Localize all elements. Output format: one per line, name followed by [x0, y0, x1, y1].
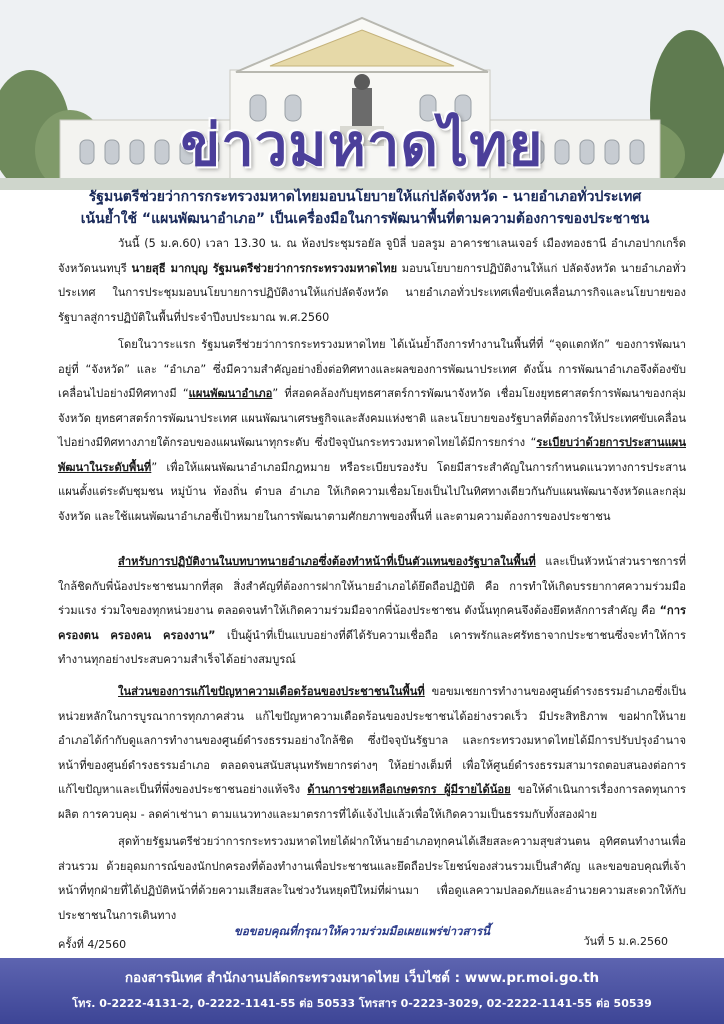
p2-text-a: โดยในวาระแรก รัฐมนตรีช่วยว่าการกระทรวงมหาดไทย ได้เน้นย้ำถึงการทำงานในพื้นที่ที่ “จุดแตกหัก” ของการพัฒนาอยู่ที่ “จังหวัด” และ “อำเภอ” ซึ่งมีความสำคัญอย่างยิ่งต่อทิศทางและผลของการพัฒนาประเทศ ดังนั้น การพัฒนาอำเภอจึงต้องขับเคลื่อนไปอย่างมีทิศทางมี “: [58, 338, 686, 400]
header-banner: [0, 0, 724, 190]
p3-heading: สำหรับการปฏิบัติงานในบทบาทนายอำเภอซึ่งต้องทำหน้าที่เป็นตัวแทนของรัฐบาลในพื้นที่: [118, 555, 536, 568]
paragraph-4: [58, 680, 686, 827]
p2-text-c: ” ที่สอดคล้องกับยุทธศาสตร์การพัฒนาจังหวัด เชื่อมโยงยุทธศาสตร์การพัฒนาของกลุ่มจังหวัด ยุทธศาสตร์การพัฒนาประเทศ แผนพัฒนาเศรษฐกิจและสังคมแห่งชาติ และนโยบายของรัฐบาลที่ต้องการให้ประเทศขับเคลื่อนไปอย่างมีทิศทางภายใต้กรอบของแผนพัฒนาทุกระดับ ซึ่งปัจจุบันกระทรวงมหาดไทยได้มีการยกร่าง “: [58, 387, 686, 449]
headline-line-1: รัฐมนตรีช่วยว่าการกระทรวงมหาดไทยมอบนโยบายให้แก่ปลัดจังหวัด - นายอำเภอทั่วประเทศ: [88, 189, 642, 205]
paragraph-3: [58, 550, 686, 673]
p4-heading: ในส่วนของการแก้ไขปัญหาความเดือดร้อนของประชาชนในพื้นที่: [118, 685, 425, 698]
p3-principle: “การครองตน ครองคน ครองงาน”: [58, 604, 686, 642]
paragraph-2: [58, 333, 686, 529]
p4-farmers: ด้านการช่วยเหลือเกษตรกร ผู้มีรายได้น้อย: [307, 783, 511, 796]
footer-office-website: กองสารนิเทศ สำนักงานปลัดกระทรวงมหาดไทย เว็บไซต์ : www.pr.moi.go.th: [124, 970, 600, 986]
p1-text-c: มอบนโยบายการปฏิบัติงานให้แก่ ปลัดจังหวัด นายอำเภอทั่วประเทศ ในการประชุมมอบนโยบายการปฏิบัติงานให้แก่ปลัดจังหวัด นายอำเภอทั่วประเทศเพื่อขับเคลื่อนภารกิจและนโยบายของรัฐบาลสู่การปฏิบัติในพื้นที่ประจำปีงบประมาณ พ.ศ.2560: [58, 261, 686, 324]
p3-text-d: เป็นผู้นำที่เป็นแบบอย่างที่ดีได้รับความเชื่อถือ เคารพรักและศรัทธาจากประชาชนซึ่งจะทำให้การทำงานทุกอย่างประสบความสำเร็จได้อย่างสมบูรณ์: [58, 628, 686, 666]
p1-text-a: วันนี้ (5 ม.ค.60) เวลา 13.30 น. ณ ห้องประชุมรอยัล จูบิลี่ บอลรูม อาคารชาเลนเจอร์ เมืองทองธานี อำเภอปากเกร็ด จังหวัดนนทบุรี: [58, 237, 686, 275]
paragraph-1: [58, 232, 686, 330]
p2-text-e: ” เพื่อให้แผนพัฒนาอำเภอมีกฎหมาย หรือระเบียบรองรับ โดยมีสาระสำคัญในการกำหนดแนวทางการประสานแผนตั้งแต่ระดับชุมชน หมู่บ้าน ท้องถิ่น ตำบล อำเภอ ให้เกิดความเชื่อมโยงเป็นไปในทิศทางเดียวกันกับแผนพัฒนาจังหวัดและกลุ่มจังหวัด และใช้แผนพัฒนาอำเภอชี้เป้าหมายในการพัฒนาตามศักยภาพของพื้นที่ และตามความต้องการของประชาชน: [58, 460, 686, 523]
issue-number: ครั้งที่ 4/2560: [58, 938, 127, 951]
footer-bar: [0, 958, 724, 1024]
p4-text-b: ขอขมเชยการทำงานของศูนย์ดำรงธรรมอำเภอซึ่งเป็นหน่วยหลักในการบูรณาการทุกภาคส่วน แก้ไขปัญหาความเดือดร้อนของประชาชนได้อย่างรวดเร็ว มีประสิทธิภาพ ขอฝากให้นายอำเภอได้กำกับดูแลการทำงานของศูนย์ดำรงธรรมอย่างใกล้ชิด ซึ่งปัจจุบันรัฐบาล และกระทรวงมหาดไทยได้มีการปรับปรุงอำนาจหน้าที่ของศูนย์ดำรงธรรมอำเภอ ตลอดจนสนับสนุนทรัพยากรต่างๆ ให้อย่างเต็มที่ เพื่อให้ศูนย์ดำรงธรรมสามารถตอบสนองต่อการแก้ไขปัญหาและเป็นที่พึ่งของประชาชนอย่างแท้จริง: [58, 685, 686, 796]
p1-minister-name: นายสุธี มากบุญ รัฐมนตรีช่วยว่าการกระทรวงมหาดไทย: [131, 261, 398, 275]
issue-date: วันที่ 5 ม.ค.2560: [583, 935, 668, 948]
p2-district-plan: แผนพัฒนาอำเภอ: [188, 387, 273, 400]
p3-text-b: และเป็นหัวหน้าส่วนราชการที่ใกล้ชิดกับพี่น้องประชาชนมากที่สุด สิ่งสำคัญที่ต้องการฝากให้นายอำเภอได้ยึดถือปฏิบัติ คือ การทำให้เกิดบรรยากาศความร่วมมือ ร่วมแรง ร่วมใจของทุกหน่วยงาน ตลอดจนทำให้เกิดความร่วมมือจากพี่น้องประชาชน ดังนั้นทุกคนจึงต้องยึดหลักการสำคัญ คือ: [58, 555, 686, 617]
footer-contact: โทร. 0-2222-4131-2, 0-2222-1141-55 ต่อ 50533 โทรสาร 0-2223-3029, 02-2222-1141-55 ต่อ 50539: [72, 997, 652, 1010]
p4-text-d: ขอให้ดำเนินการเรื่องการลดทุนการผลิต การควบคุม - ลดค่าเช่านา ตามแนวทางและมาตรการที่ได้แจ้งไปแล้วเพื่อให้เกิดความเป็นธรรมกับทั้งสองฝ่าย: [58, 783, 686, 821]
masthead-title: ข่าวมหาดไทย: [180, 111, 544, 179]
thanks-line: ขอขอบคุณที่กรุณาให้ความร่วมมือเผยแพร่ข่าวสารนี้: [234, 924, 490, 938]
headline-line-2: เน้นย้ำใช้ “แผนพัฒนาอำเภอ” เป็นเครื่องมือในการพัฒนาพื้นที่ตามความต้องการของประชาชน: [80, 211, 650, 227]
paragraph-5: สุดท้ายรัฐมนตรีช่วยว่าการกระทรวงมหาดไทยได้ฝากให้นายอำเภอทุกคนได้เสียสละความสุขส่วนตน อุทิศตนทำงานเพื่อส่วนรวม ด้วยอุดมการณ์ของนักปกครองที่ต้องทำงานเพื่อประชาชนและยึดถือประโยชน์ของส่วนรวมเป็นสำคัญ และขอขอบคุณที่เจ้าหน้าที่ทุกฝ่ายที่ได้ปฏิบัติหน้าที่ด้วยความเสียสละในช่วงวันหยุดปีใหม่ที่ผ่านมา เพื่อดูแลความปลอดภัยและอำนวยความสะดวกให้กับประชาชนในการเดินทาง: [58, 835, 686, 922]
p2-regulation: ระเบียบว่าด้วยการประสานแผนพัฒนาในระดับพื้นที่: [58, 436, 686, 474]
